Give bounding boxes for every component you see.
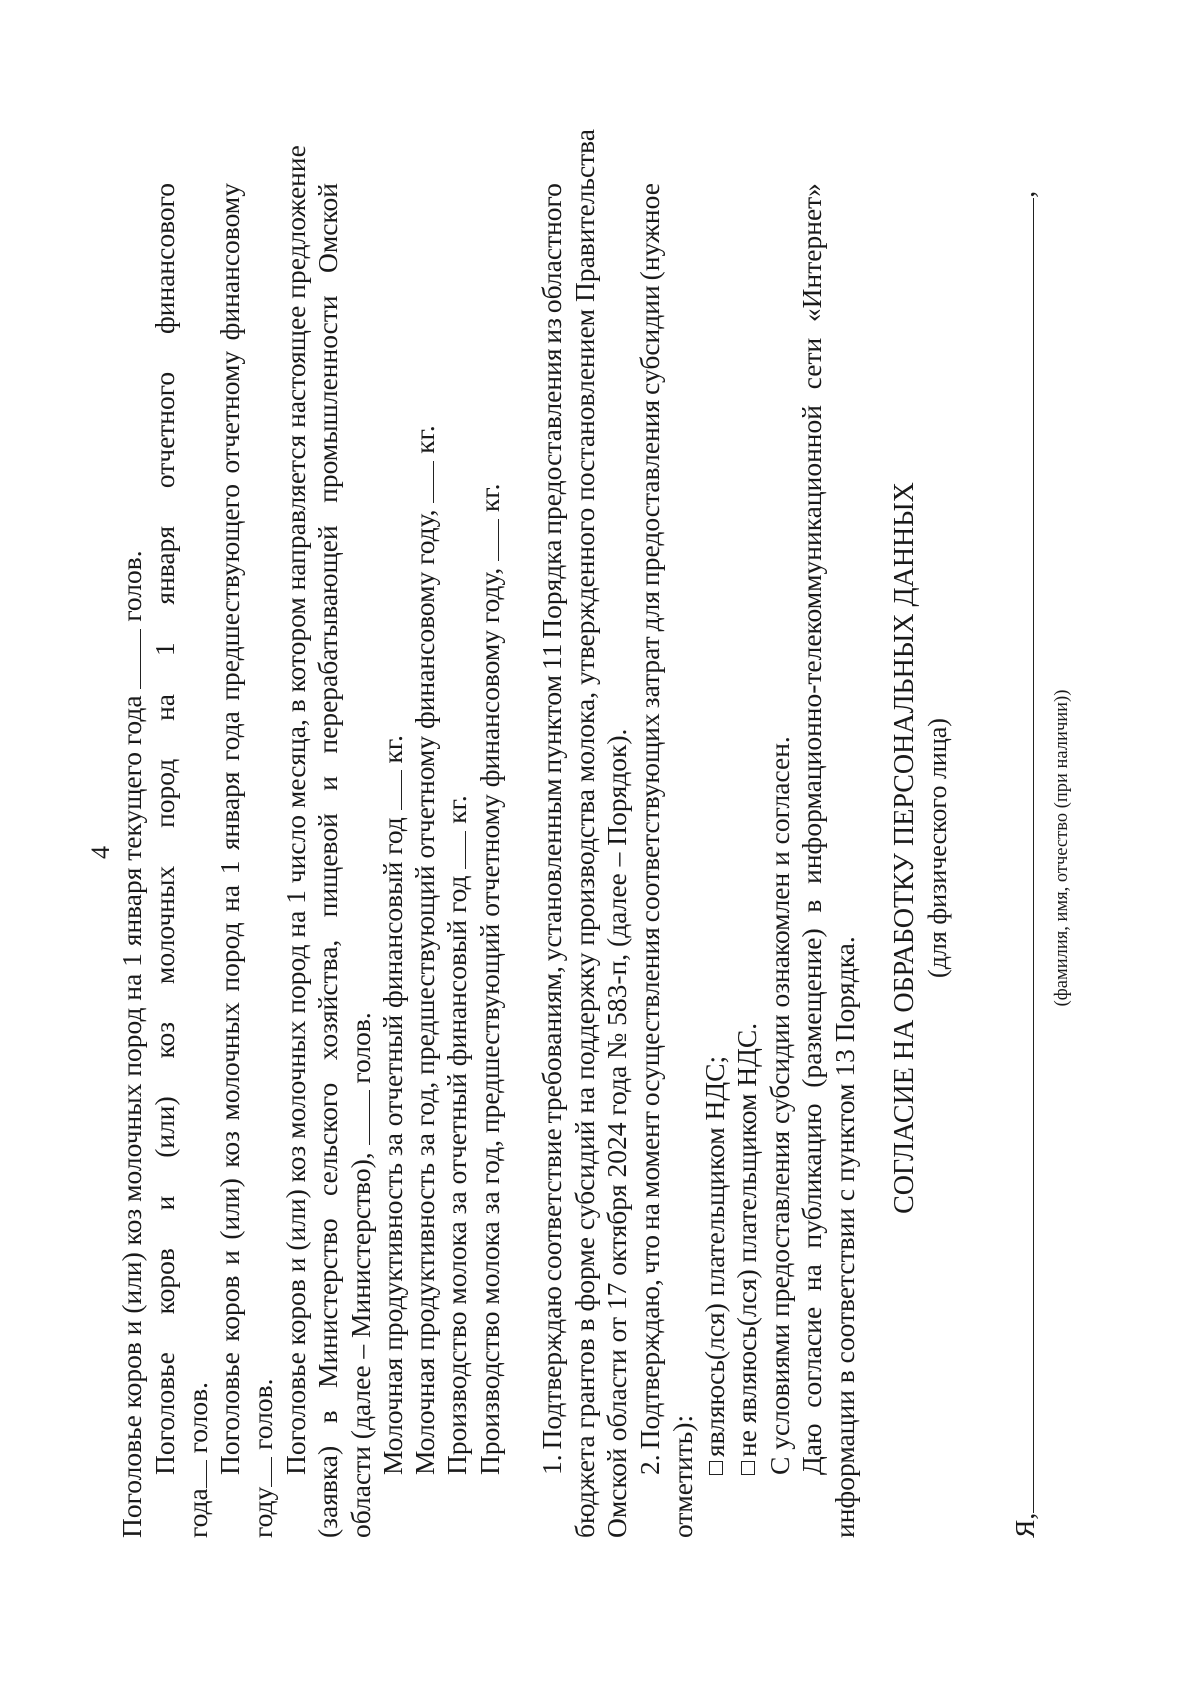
- word: пород: [149, 758, 180, 828]
- full-name-blank[interactable]: [1011, 198, 1034, 1513]
- word: хозяйства,: [312, 939, 343, 1061]
- ministry-line: [313, 183, 343, 1538]
- word: на: [796, 1264, 827, 1292]
- word: требованиям,: [536, 966, 567, 1124]
- word: 1: [149, 642, 180, 657]
- word: областного: [536, 183, 567, 314]
- word: января: [149, 525, 180, 605]
- herd-reporting-year-blank[interactable]: [184, 1460, 207, 1488]
- word: коз: [214, 1131, 245, 1168]
- confirmation-1-line: [537, 183, 567, 1475]
- full-name-caption: (фамилия, имя, отчество (при наличии)): [1052, 689, 1072, 1007]
- word: (или): [214, 1178, 245, 1240]
- word: согласие: [796, 1306, 827, 1408]
- word: в: [312, 1410, 343, 1424]
- conditions-line: С условиями предоставления субсидии ознакомлен и согласен.: [764, 736, 795, 1475]
- word: перерабатывающей: [312, 525, 343, 754]
- confirmation-1-line-2: бюджета грантов в форме субсидий на поддержку производства молока, утвержденного постановлением Правительства: [569, 128, 600, 1538]
- option-not-vat-payer[interactable]: не являюсь(лся) плательщиком НДС.: [732, 1023, 762, 1475]
- word: финансовому: [214, 183, 245, 341]
- word: и: [149, 1195, 180, 1211]
- ministry-herd-value: области (далее – Министерство), голов.: [345, 1012, 376, 1538]
- confirmation-2-line: [635, 183, 665, 1475]
- word: Омской: [312, 183, 343, 273]
- word: молочных: [149, 865, 180, 985]
- full-name-line: Я,,: [1009, 190, 1040, 1538]
- word: соответствующих: [634, 713, 665, 923]
- word: года: [214, 711, 245, 761]
- word: на: [214, 884, 245, 912]
- word: коров: [149, 1248, 180, 1315]
- word: пищевой: [312, 813, 343, 918]
- word: промышленности: [312, 295, 343, 503]
- word: (заявка): [312, 1445, 343, 1538]
- word: сельского: [312, 1082, 343, 1196]
- word: коров: [214, 1275, 245, 1342]
- word: января: [214, 771, 245, 851]
- word: и: [214, 1250, 245, 1265]
- word: коз: [149, 1021, 180, 1059]
- milk-yield-previous-line: Молочная продуктивность за год, предшествующий отчетному финансовому году, кг.: [409, 425, 440, 1475]
- word: для: [634, 590, 665, 632]
- milk-yield-previous-blank[interactable]: [411, 461, 434, 503]
- word: публикацию: [796, 1103, 827, 1249]
- word: момент: [634, 1111, 665, 1199]
- word: в: [796, 899, 827, 913]
- word: на: [149, 693, 180, 721]
- confirmation-2-line-2: отметить):: [667, 1414, 698, 1538]
- word: (нужное: [634, 183, 665, 281]
- word: финансового: [149, 183, 180, 335]
- word: 2.: [634, 1454, 665, 1475]
- herd-previous-year-blank[interactable]: [249, 1457, 272, 1487]
- word: осуществления: [634, 927, 665, 1107]
- word: Порядка: [536, 539, 567, 639]
- checkbox-vat-payer[interactable]: [709, 1461, 723, 1475]
- word: субсидии: [634, 285, 665, 395]
- word: соответствие: [536, 1128, 567, 1282]
- herd-reporting-year-line: [150, 183, 180, 1475]
- herd-previous-year-line: [215, 183, 245, 1475]
- word: Поголовье: [214, 1352, 245, 1475]
- milk-production-reporting-blank[interactable]: [443, 831, 466, 869]
- milk-production-previous-blank[interactable]: [476, 519, 499, 561]
- consent-title: СОГЛАСИЕ НА ОБРАБОТКУ ПЕРСОНАЛЬНЫХ ДАННЫХ: [889, 482, 920, 1214]
- word: Подтверждаю: [536, 1286, 567, 1450]
- herd-application-month-line: Поголовье коров и (или) коз молочных пород на 1 число месяца, в котором направляется настоящее предложение: [280, 145, 311, 1475]
- word: Даю: [796, 1423, 827, 1475]
- milk-yield-reporting-line: Молочная продуктивность за отчетный финансовый год кг.: [377, 735, 408, 1475]
- word: пород: [214, 922, 245, 992]
- word: Поголовье: [149, 1352, 180, 1475]
- word: пунктом: [536, 675, 567, 774]
- word: 1: [214, 860, 245, 875]
- herd-current-year-blank[interactable]: [118, 629, 141, 689]
- herd-current-year-line: Поголовье коров и (или) коз молочных пород на 1 января текущего года голов.: [116, 550, 147, 1538]
- word: информационно-телекоммуникационной: [796, 405, 827, 884]
- word: установленным: [536, 778, 567, 962]
- word: предоставления: [536, 348, 567, 535]
- checkbox-not-vat-payer[interactable]: [741, 1461, 755, 1475]
- word: предоставления: [634, 399, 665, 586]
- word: 1.: [536, 1454, 567, 1475]
- milk-production-reporting-line: Производство молока за отчетный финансовый год кг.: [441, 795, 472, 1475]
- word: Министерство: [312, 1218, 343, 1388]
- publication-consent-line-2: информации в соответствии с пунктом 13 Порядка.: [829, 936, 860, 1538]
- word: молочных: [214, 1002, 245, 1121]
- consent-subtitle: (для физического лица): [923, 718, 952, 978]
- milk-production-previous-line: Производство молока за год, предшествующий отчетному финансовому году, кг.: [474, 483, 505, 1475]
- word: из: [536, 318, 567, 344]
- option-vat-payer[interactable]: являюсь(лся) плательщиком НДС;: [700, 1056, 730, 1475]
- word: и: [312, 776, 343, 791]
- word: на: [634, 1203, 665, 1230]
- herd-reporting-year-value: года голов.: [182, 1382, 213, 1538]
- herd-previous-year-value: году голов.: [247, 1378, 278, 1538]
- word: сети: [796, 337, 827, 390]
- word: «Интернет»: [796, 183, 827, 323]
- word: предшествующего: [214, 484, 245, 701]
- milk-yield-reporting-blank[interactable]: [379, 770, 402, 810]
- word: (размещение): [796, 928, 827, 1088]
- word: Подтверждаю,: [634, 1279, 665, 1450]
- word: затрат: [634, 636, 665, 709]
- page-number: 4: [86, 846, 115, 859]
- publication-consent-line: [797, 183, 827, 1475]
- word: отчетному: [214, 350, 245, 474]
- word: 11: [536, 643, 567, 671]
- word: отчетного: [149, 371, 180, 489]
- confirmation-1-line-3: Омской области от 17 октября 2024 года № 583-п, (далее – Порядок).: [601, 728, 632, 1538]
- herd-application-month-blank[interactable]: [347, 1091, 370, 1146]
- word: (или): [149, 1096, 180, 1158]
- word: что: [634, 1234, 665, 1275]
